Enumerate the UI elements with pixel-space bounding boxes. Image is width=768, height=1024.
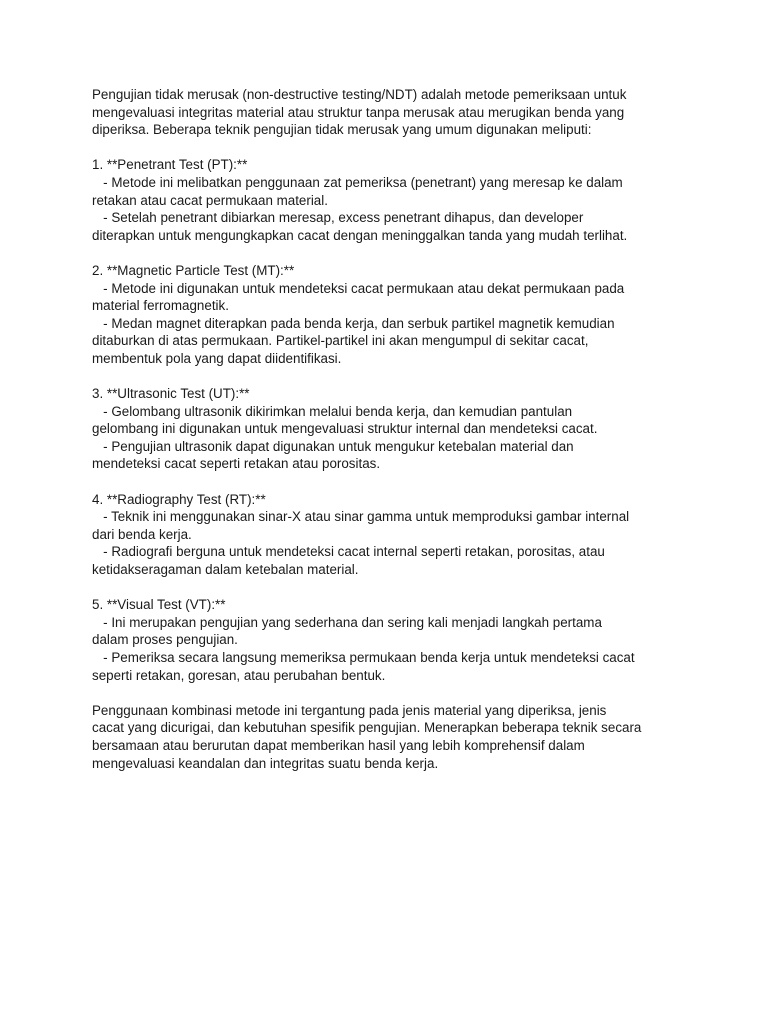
text-line: - Teknik ini menggunakan sinar-X atau sinar gamma untuk memproduksi gambar internal: [92, 509, 630, 525]
text-line: membentuk pola yang dapat diidentifikasi.: [92, 350, 342, 366]
text-line: - Ini merupakan pengujian yang sederhana dan sering kali menjadi langkah pertama: [92, 614, 602, 630]
document-page: [92, 86, 692, 772]
text-line: - Metode ini digunakan untuk mendeteksi cacat permukaan atau dekat permukaan pada: [92, 280, 625, 296]
text-line: gelombang ini digunakan untuk mengevaluasi struktur internal dan mendeteksi cacat.: [92, 421, 598, 437]
paragraph-spacer: [92, 579, 692, 597]
text-line: - Setelah penetrant dibiarkan meresap, excess penetrant dihapus, dan developer: [92, 210, 584, 226]
intro-line: mengevaluasi integritas material atau struktur tanpa merusak atau merugikan benda yang: [92, 104, 625, 120]
intro-line: Pengujian tidak merusak (non-destructive testing/NDT) adalah metode pemeriksaan untuk: [92, 87, 627, 102]
text-line: dari benda kerja.: [92, 526, 192, 542]
text-line: - Gelombang ultrasonik dikirimkan melalui benda kerja, dan kemudian pantulan: [92, 403, 573, 419]
text-line: dalam proses pengujian.: [92, 632, 238, 648]
conclusion-line: bersamaan atau berurutan dapat memberikan hasil yang lebih komprehensif dalam: [92, 737, 585, 753]
text-line: - Pengujian ultrasonik dapat digunakan untuk mengukur ketebalan material dan: [92, 438, 574, 454]
intro-line: diperiksa. Beberapa teknik pengujian tidak merusak yang umum digunakan meliputi:: [92, 122, 592, 138]
section-heading-ut: 3. **Ultrasonic Test (UT):**: [92, 386, 250, 402]
text-line: ditaburkan di atas permukaan. Partikel-partikel ini akan mengumpul di sekitar cacat,: [92, 333, 589, 349]
text-line: mendeteksi cacat seperti retakan atau porositas.: [92, 456, 381, 472]
text-line: seperti retakan, goresan, atau perubahan bentuk.: [92, 667, 386, 683]
paragraph-spacer: [92, 139, 692, 157]
text-line: - Medan magnet diterapkan pada benda kerja, dan serbuk partikel magnetik kemudian: [92, 315, 615, 331]
text-line: - Radiografi berguna untuk mendeteksi cacat internal seperti retakan, porositas, atau: [92, 544, 605, 560]
section-heading-rt: 4. **Radiography Test (RT):**: [92, 491, 266, 507]
conclusion-line: mengevaluasi keandalan dan integritas suatu benda kerja.: [92, 755, 439, 771]
paragraph-spacer: [92, 473, 692, 491]
text-line: ketidakseragaman dalam ketebalan material.: [92, 562, 359, 578]
text-line: retakan atau cacat permukaan material.: [92, 192, 328, 208]
paragraph-spacer: [92, 368, 692, 386]
text-line: - Pemeriksa secara langsung memeriksa permukaan benda kerja untuk mendeteksi cacat: [92, 650, 635, 665]
text-line: material ferromagnetik.: [92, 298, 229, 314]
conclusion-line: cacat yang dicurigai, dan kebutuhan spesifik pengujian. Menerapkan beberapa teknik secara: [92, 720, 642, 736]
section-heading-vt: 5. **Visual Test (VT):**: [92, 597, 226, 613]
paragraph-spacer: [92, 684, 692, 702]
text-line: diterapkan untuk mengungkapkan cacat dengan meninggalkan tanda yang mudah terlihat.: [92, 227, 628, 243]
section-heading-mt: 2. **Magnetic Particle Test (MT):**: [92, 262, 295, 278]
section-heading-pt: 1. **Penetrant Test (PT):**: [92, 157, 248, 173]
paragraph-spacer: [92, 244, 692, 262]
conclusion-line: Penggunaan kombinasi metode ini tergantung pada jenis material yang diperiksa, jenis: [92, 702, 607, 718]
text-line: - Metode ini melibatkan penggunaan zat pemeriksa (penetrant) yang meresap ke dalam: [92, 174, 623, 190]
